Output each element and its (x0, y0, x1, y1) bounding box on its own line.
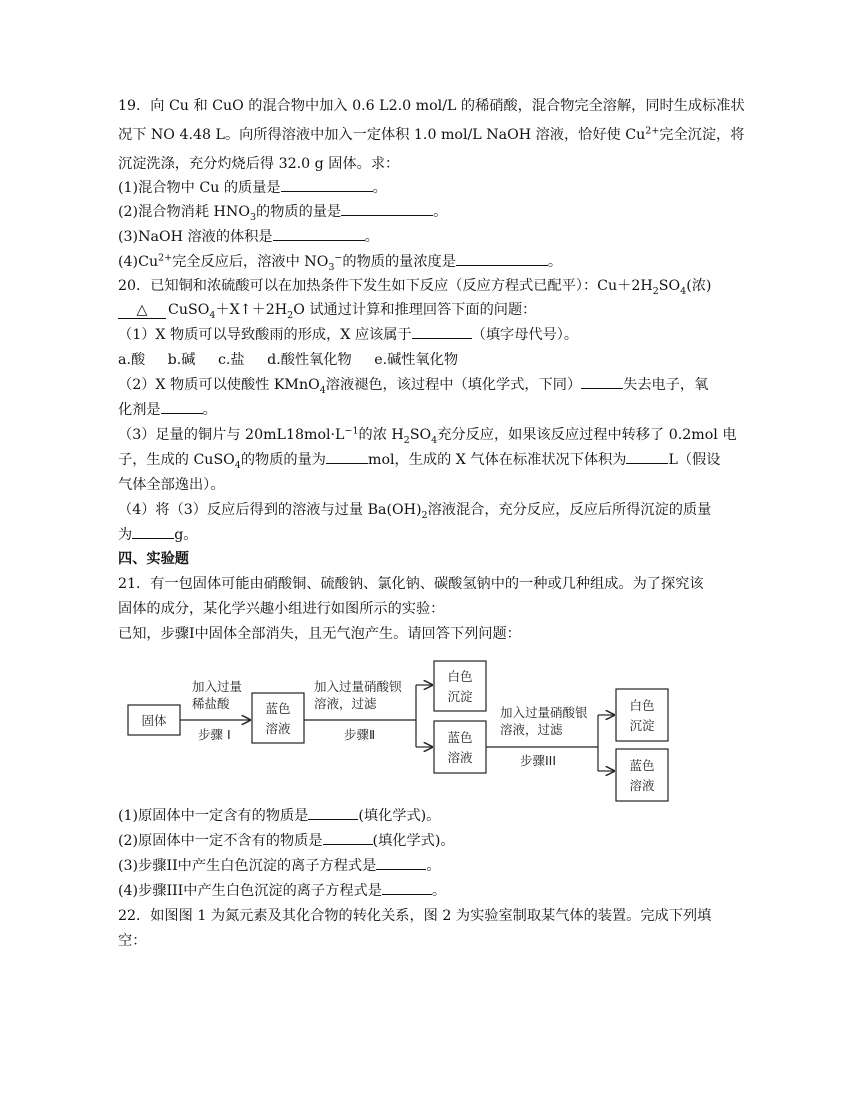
section-heading: 四、实验题 (118, 551, 189, 567)
q20-part-2-cont: 化剂是 。 (118, 402, 217, 418)
q22-line-1: 22．如图图 1 为氮元素及其化合物的转化关系，图 2 为实验室制取某气体的装置。完成下列填 (118, 908, 712, 924)
q20-part-3: （3）足量的铜片与 $20mL18mol\cdot L^{-1}$的浓 $H_2SO_4$充分反应，如果该反应过程中转移了 0.2mol 电 (118, 425, 737, 446)
blue-solution-box-2 (434, 721, 486, 773)
answer-blank (376, 856, 426, 870)
q20-part-2: （2）X 物质可以使酸性 KMnO$_4$溶液褪色，该过程中（填化学式，下同） 失去电子，氧 (118, 377, 709, 396)
q21-sub-3: (3)步骤II中产生白色沉淀的离子方程式是 。 (118, 858, 441, 874)
q22-line-2: 空： (118, 933, 147, 949)
option-e: e.碱性氧化物 (374, 352, 459, 368)
answer-blank (281, 178, 373, 192)
white-precipitate-box-2 (616, 689, 668, 741)
option-c: c.盐 (217, 352, 245, 368)
option-a: a.酸 (118, 352, 146, 368)
step2-label: 步骤Ⅱ (344, 727, 376, 742)
blue-solution-2-line2: 溶液 (447, 750, 473, 765)
step1-reagent-1: 加入过量 (192, 679, 243, 694)
q20-options (118, 350, 458, 370)
q21-line-2: 固体的成分，某化学兴趣小组进行如图所示的实验： (118, 601, 445, 617)
heating-condition-mark: △ (118, 303, 166, 319)
answer-blank (412, 325, 472, 339)
q21-line-3: 已知，步骤I中固体全部消失，且无气泡产生。请回答下列问题： (118, 626, 521, 642)
q20-line-1: 20．已知铜和浓硫酸可以在加热条件下发生如下反应（反应方程式已配平）：$Cu+2H_2SO_4$(浓) (118, 278, 712, 297)
step3-reagent-1: 加入过量硝酸银 (500, 705, 588, 720)
white-precipitate-1-line2: 沉淀 (447, 689, 473, 704)
step2-reagent-2: 溶液，过滤 (314, 696, 377, 711)
q20-part-1: （1）X 物质可以导致酸雨的形成，X 应该属于 （填字母代号）。 (118, 327, 579, 343)
answer-blank (308, 806, 358, 820)
q20-part-4: （4）将（3）反应后得到的溶液与过量 $Ba(OH)_2$溶液混合，充分反应，反应后所得沉淀的质量 (118, 502, 712, 521)
step3-label: 步骤III (520, 753, 557, 768)
q21-sub-4: (4)步骤III中产生白色沉淀的离子方程式是 。 (118, 883, 447, 899)
q21-sub-1: (1)原固体中一定含有的物质是 (填化学式)。 (118, 808, 441, 824)
answer-blank (273, 227, 365, 241)
blue-solution-1-line1: 蓝色 (265, 701, 291, 716)
answer-blank (581, 375, 623, 389)
step1-reagent-2: 稀盐酸 (192, 696, 230, 711)
white-precipitate-2-line2: 沉淀 (629, 718, 655, 733)
q19-sub-1: (1)混合物中 Cu 的质量是 。 (118, 180, 387, 196)
q21-sub-2: (2)原固体中一定不含有的物质是 (填化学式)。 (118, 833, 455, 849)
q19-sub-4: $(4)Cu^{2+}$完全反应后，溶液中 $NO_3^-$的物质的量浓度是 。 (118, 252, 563, 273)
answer-blank (456, 252, 548, 266)
q19-line-2: 况下 NO 4.48 L。向所得溶液中加入一定体积 1.0 mol/L NaOH 溶液，恰好使 $Cu^{2+}$完全沉淀，将 (118, 125, 745, 143)
blue-solution-3-line2: 溶液 (629, 778, 655, 793)
step1-label: 步骤 I (198, 727, 231, 742)
white-precipitate-2-line1: 白色 (629, 698, 655, 713)
step3-reagent-2: 溶液，过滤 (500, 722, 563, 737)
q20-part-4-cont: 为 g。 (118, 527, 198, 543)
q19-line-3: 沉淀洗涤，充分灼烧后得 32.0 g 固体。求： (118, 156, 400, 172)
experiment-flow-diagram (118, 655, 698, 810)
q20-part-3-end: 气体全部逸出）。 (118, 477, 225, 493)
step2-reagent-1: 加入过量硝酸钡 (314, 679, 402, 694)
option-d: d.酸性氧化物 (267, 352, 352, 368)
q20-line-2: △ $CuSO_4+X↑+2H_2O$ 试通过计算和推理回答下面的问题： (118, 300, 536, 320)
q19-line-1: 19．向 Cu 和 CuO 的混合物中加入 0.6 L2.0 mol/L 的稀硝酸，混合物完全溶解，同时生成标准状 (118, 98, 745, 114)
blue-solution-1-line2: 溶液 (265, 721, 291, 736)
answer-blank (161, 400, 203, 414)
q19-sub-3: (3)NaOH 溶液的体积是 。 (118, 229, 379, 245)
option-b: b.碱 (167, 352, 196, 368)
answer-blank (132, 525, 174, 539)
white-precipitate-1-line1: 白色 (447, 669, 473, 684)
solid-label: 固体 (141, 713, 167, 728)
answer-blank (323, 831, 373, 845)
blue-solution-3-line1: 蓝色 (629, 758, 655, 773)
answer-blank (341, 202, 433, 216)
answer-blank (382, 881, 432, 895)
q20-part-3-cont: 子，生成的 CuSO$_4$的物质的量为 mol，生成的 X 气体在标准状况下体积为 L（假设 (118, 452, 721, 471)
blue-solution-2-line1: 蓝色 (447, 730, 473, 745)
q19-sub-2: (2)混合物消耗 $HNO_3$的物质的量是 。 (118, 204, 448, 223)
answer-blank (626, 450, 668, 464)
blue-solution-box-3 (616, 749, 668, 801)
answer-blank (326, 450, 368, 464)
q21-line-1: 21．有一包固体可能由硝酸铜、硫酸钠、氯化钠、碳酸氢钠中的一种或几种组成。为了探究该 (118, 576, 704, 592)
